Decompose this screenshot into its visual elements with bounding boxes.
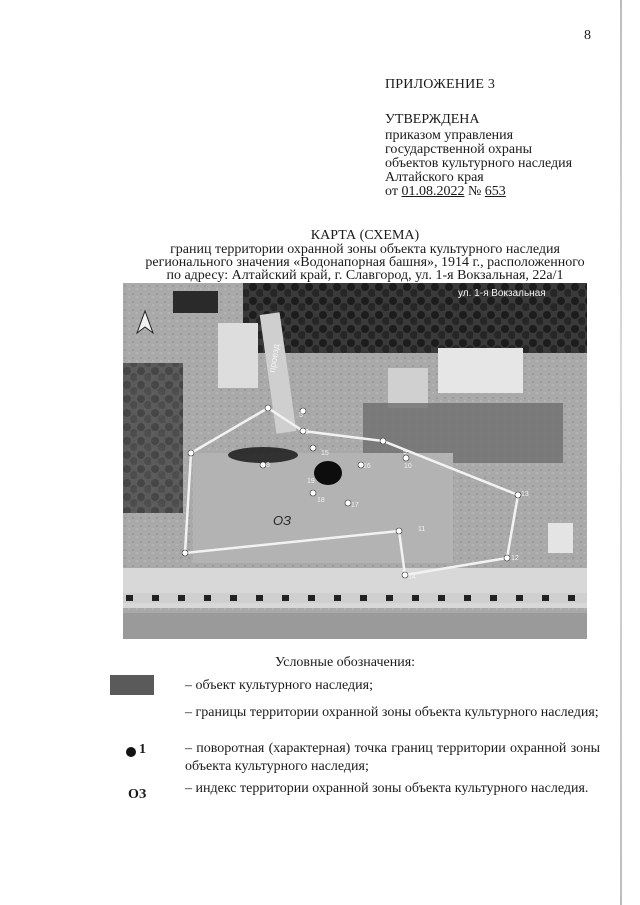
- point-label-19: 19: [307, 478, 315, 485]
- point-label-8: 8: [266, 462, 270, 469]
- legend-boundary-text: – границы территории охранной зоны объекта культурного наследия;: [185, 705, 599, 720]
- map-building-right-2: [388, 368, 428, 408]
- map-svg: [123, 283, 587, 639]
- heritage-object-marker: [314, 461, 342, 485]
- approval-block: [385, 113, 605, 199]
- point-label-18: 18: [317, 497, 325, 504]
- legend-point-number: 1: [139, 742, 146, 757]
- map-street-label: ул. 1-я Вокзальная: [458, 288, 546, 299]
- map-subtitle-3: по адресу: Алтайский край, г. Славгород, ул. 1-я Вокзальная, 22а/1: [166, 268, 564, 283]
- point-label-12: 12: [511, 555, 519, 562]
- approval-number: 653: [484, 184, 506, 199]
- appendix-label: ПРИЛОЖЕНИЕ 3: [385, 77, 496, 92]
- point-label-9: 9: [403, 449, 407, 456]
- point-label-11: 11: [418, 526, 426, 533]
- legend-index-text: – индекс территории охранной зоны объекта культурного наследия.: [185, 781, 589, 796]
- approval-line-3: объектов культурного наследия: [385, 156, 573, 171]
- point-label-17: 17: [351, 502, 359, 509]
- map-building-left: [218, 323, 258, 388]
- map-road-label: проезд: [267, 343, 281, 374]
- legend-heading: Условные обозначения:: [275, 655, 416, 670]
- approval-date-line: [385, 185, 605, 199]
- map-building-right: [438, 348, 523, 393]
- map-rail-bottom: [123, 613, 587, 639]
- approval-line-4: Алтайского края: [385, 170, 484, 185]
- point-label-13: 13: [521, 491, 529, 498]
- map-building-small: [548, 523, 573, 553]
- point-label-16: 16: [363, 463, 371, 470]
- date-prefix: от: [385, 184, 398, 199]
- approval-line-1: приказом управления: [385, 128, 514, 143]
- approval-line-2: государственной охраны: [385, 142, 533, 157]
- point-label-10: 10: [404, 463, 412, 470]
- legend-point-text: – поворотная (характерная) точка границ территории охранной зоны объекта культурного наследия;: [185, 741, 600, 774]
- point-label-3: 3: [305, 429, 309, 436]
- scan-edge-line: [620, 0, 622, 905]
- map-zone-label: ОЗ: [273, 513, 292, 528]
- water-tower-shadow: [228, 447, 298, 463]
- number-prefix: №: [467, 184, 482, 199]
- approval-date: 01.08.2022: [401, 184, 465, 199]
- point-label-14: 14: [408, 574, 416, 581]
- legend-boundary-line-icon: [110, 708, 154, 714]
- legend-object-text: – объект культурного наследия;: [185, 678, 373, 693]
- point-label-15: 15: [321, 450, 329, 457]
- map-rail-sleepers: [123, 593, 587, 603]
- legend-index-symbol: ОЗ: [128, 787, 147, 802]
- map-title: КАРТА (СХЕМА): [310, 228, 420, 243]
- point-label-5: 5: [299, 412, 303, 419]
- map-subtitle-1: границ территории охранной зоны объекта культурного наследия: [170, 242, 560, 257]
- aerial-map: [123, 283, 587, 639]
- map-tree-belt-left: [123, 363, 183, 513]
- map-building-top: [173, 291, 218, 313]
- map-subtitle-2: регионального значения «Водонапорная башня», 1914 г., расположенного: [145, 255, 585, 270]
- approval-heading: УТВЕРЖДЕНА: [385, 112, 480, 127]
- legend-object-swatch: [110, 675, 154, 695]
- page-number: 8: [584, 28, 591, 43]
- legend-point-dot-icon: [126, 747, 136, 757]
